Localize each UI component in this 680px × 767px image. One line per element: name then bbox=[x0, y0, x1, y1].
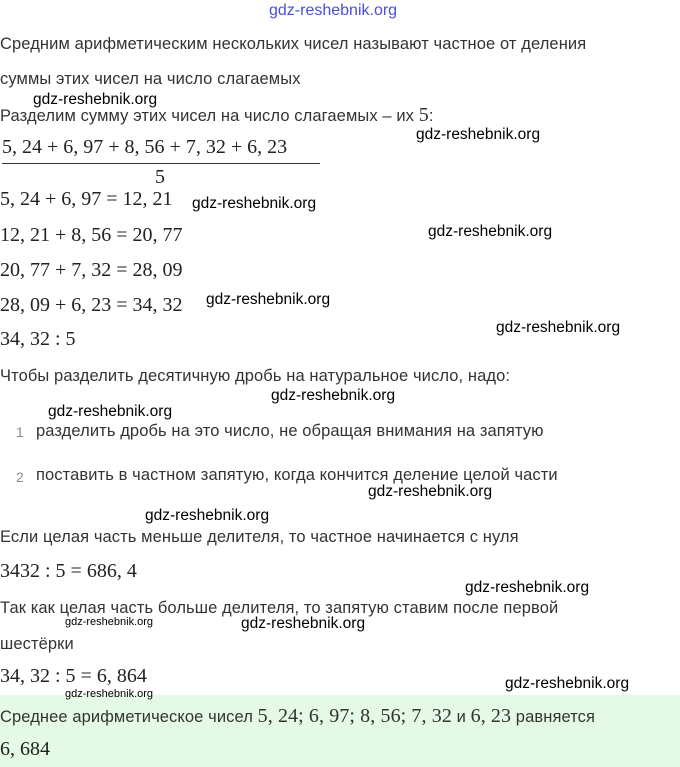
intro-line-1: Средним арифметическим нескольких чисел называют частное от деления bbox=[0, 35, 587, 53]
note-1: Если целая часть меньше делителя, то частное начинается с нуля bbox=[0, 528, 519, 546]
watermark: gdz-reshebnik.org bbox=[496, 319, 621, 336]
answer-suffix: равняется bbox=[511, 708, 596, 726]
watermark: gdz-reshebnik.org bbox=[416, 126, 541, 143]
watermark: gdz-reshebnik.org bbox=[428, 223, 553, 240]
fraction-denominator: 5 bbox=[155, 166, 165, 188]
watermark: gdz-reshebnik.org bbox=[271, 387, 396, 404]
watermark: gdz-reshebnik.org bbox=[33, 91, 158, 108]
rule-item-2-number: 2 bbox=[16, 469, 24, 485]
step-3: 20, 77 + 7, 32 = 28, 09 bbox=[0, 259, 183, 281]
rule-item-1-number: 1 bbox=[16, 424, 24, 440]
rule-title: Чтобы разделить десятичную дробь на натуральное число, надо: bbox=[0, 367, 511, 385]
note-2-line-2: шестёрки bbox=[0, 635, 74, 653]
intro-line-2: суммы этих чисел на число слагаемых bbox=[0, 70, 301, 88]
answer-last-number: 6, 23 bbox=[470, 705, 512, 727]
note-2-line-1: Так как целая часть больше делителя, то запятую ставим после первой bbox=[0, 599, 559, 617]
intro-count: 5 bbox=[418, 104, 429, 126]
intro-line-3-suffix: : bbox=[428, 107, 434, 125]
answer-value: 6, 684 bbox=[0, 738, 50, 760]
step-1: 5, 24 + 6, 97 = 12, 21 bbox=[0, 188, 173, 210]
answer-numbers: 5, 24; 6, 97; 8, 56; 7, 32 bbox=[257, 705, 452, 727]
fraction-bar bbox=[2, 163, 320, 164]
intro-line-3-prefix: Разделим сумму этих чисел на число слагаемых – их bbox=[0, 107, 419, 125]
watermark: gdz-reshebnik.org bbox=[192, 195, 317, 212]
fraction-numerator: 5, 24 + 6, 97 + 8, 56 + 7, 32 + 6, 23 bbox=[2, 136, 288, 158]
answer-prefix: Среднее арифметическое чисел bbox=[0, 708, 258, 726]
watermark: gdz-reshebnik.org bbox=[206, 291, 331, 308]
watermark: gdz-reshebnik.org bbox=[145, 507, 270, 524]
watermark: gdz-reshebnik.org bbox=[241, 615, 366, 632]
watermark-top: gdz-reshebnik.org bbox=[269, 2, 398, 19]
watermark: gdz-reshebnik.org bbox=[65, 616, 154, 628]
watermark: gdz-reshebnik.org bbox=[505, 675, 630, 692]
watermark: gdz-reshebnik.org bbox=[465, 579, 590, 596]
watermark: gdz-reshebnik.org bbox=[368, 483, 493, 500]
step-4: 28, 09 + 6, 23 = 34, 32 bbox=[0, 294, 183, 316]
watermark: gdz-reshebnik.org bbox=[65, 688, 154, 700]
answer-line-1 bbox=[0, 705, 595, 728]
division: 3432 : 5 = 686, 4 bbox=[0, 560, 137, 582]
watermark: gdz-reshebnik.org bbox=[48, 403, 173, 420]
rule-item-1-text: разделить дробь на это число, не обращая внимания на запятую bbox=[36, 422, 544, 440]
result: 34, 32 : 5 = 6, 864 bbox=[0, 665, 147, 687]
step-2: 12, 21 + 8, 56 = 20, 77 bbox=[0, 224, 183, 246]
step-5: 34, 32 : 5 bbox=[0, 328, 76, 350]
answer-conj: и bbox=[451, 708, 471, 726]
rule-item-2-text: поставить в частном запятую, когда кончится деление целой части bbox=[36, 466, 558, 484]
